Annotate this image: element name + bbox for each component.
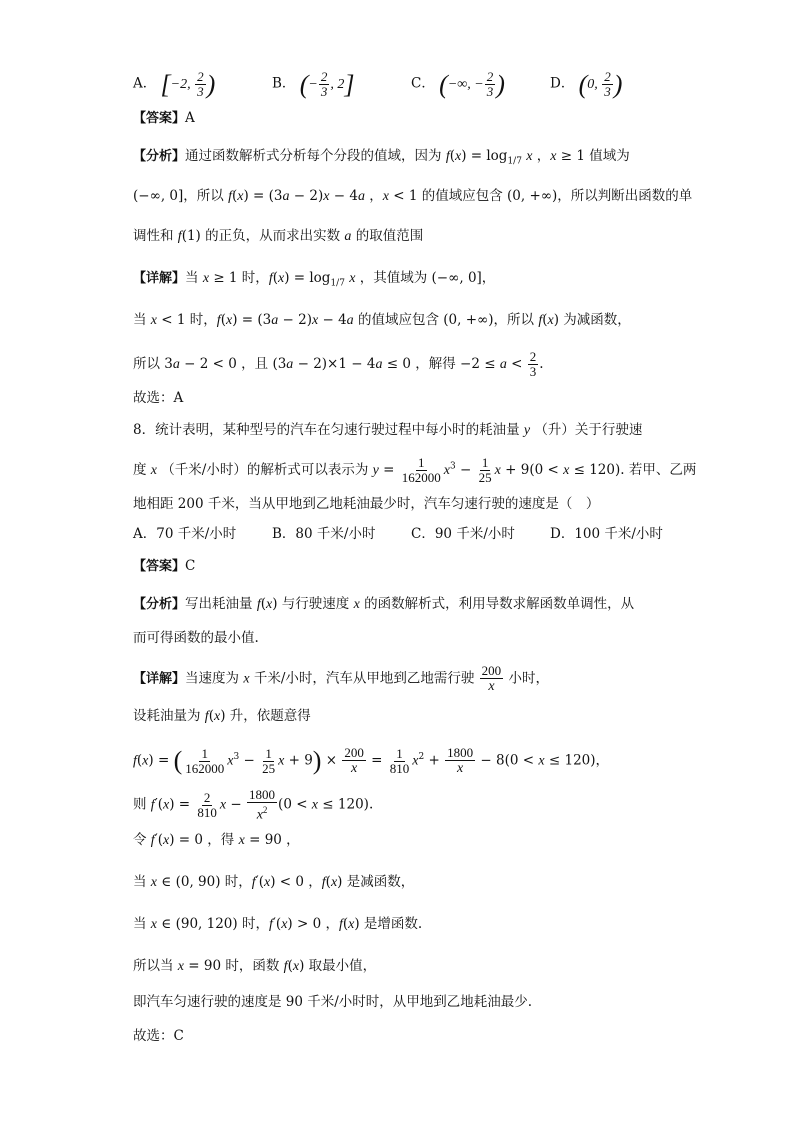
q7-detail-line-1: 【详解】当 x ≥ 1 时，$f(x) = \log_{1/7} x$ ，其值域为 (−∞, 0]， <box>133 270 496 289</box>
option-a-formula: [−2, $\frac{2}{3}$ ) <box>160 69 216 99</box>
q8-choose: 故选：C <box>133 1028 184 1044</box>
q7-option-d: D． (0, $\frac{2}{3}$ ) <box>550 69 623 99</box>
q8-stem-line-2: 度 x （千米/小时）的解析式可以表示为 y = $\frac{1}{162000}$ $x^3$ − $\frac{1}{25}$ x + 9(0 < x ≤ 120). 若甲、乙两 <box>133 455 697 485</box>
q8-answer: 【答案】C <box>133 558 196 574</box>
q8-option-b: B．80 千米/小时 <box>272 526 376 542</box>
q8-detail-line-2: 设耗油量为 f(x) 升，依题意得 <box>133 708 311 724</box>
q8-detail-line-8: 所以当 x = 90 时，函数 f(x) 取最小值， <box>133 958 377 974</box>
q7-option-a: A． [−2, $\frac{2}{3}$ ) <box>133 69 216 99</box>
q8-analysis-line-2: 而可得函数的最小值. <box>133 630 259 646</box>
q7-detail-line-2: 当 x < 1 时，f(x) = (3a − 2)x − 4a 的值域应包含 (0, +∞)，所以 f(x) 为减函数， <box>133 312 631 328</box>
q7-detail-line-3: 所以 3a − 2 < 0 ，且 (3a − 2)×1 − 4a ≤ 0 ，解得 −2 ≤ a < $\frac{2}{3}$ . <box>133 349 544 379</box>
q7-option-b: B． (− $\frac{2}{3}$ , 2] <box>272 69 355 99</box>
q7-option-c: C． (−∞, − $\frac{2}{3}$ ) <box>411 69 505 99</box>
q7-analysis-line-1: 【分析】通过函数解析式分析每个分段的值域，因为 $f(x) = \log_{1/7} x$ ，x ≥ 1 值域为 <box>133 148 630 167</box>
q8-detail-line-4: 则 f′(x) = $\frac{2}{810}$ x − $\frac{1800}{x^2}$ (0 < x ≤ 120). <box>133 787 374 823</box>
q7-analysis-line-3: 调性和 f(1) 的正负，从而求出实数 a 的取值范围 <box>133 228 424 244</box>
q8-detail-line-9: 即汽车匀速行驶的速度是 90 千米/小时时，从甲地到乙地耗油最少. <box>133 994 533 1010</box>
q8-detail-line-5: 令 f′(x) = 0 ，得 x = 90 ， <box>133 832 300 848</box>
q8-analysis-line-1: 【分析】写出耗油量 f(x) 与行驶速度 x 的函数解析式，利用导数求解函数单调性，从 <box>133 596 635 612</box>
q8-detail-line-1: 【详解】当速度为 x 千米/小时，汽车从甲地到乙地需行驶 $\frac{200}{x}$ 小时， <box>133 663 549 694</box>
q8-option-a: A．70 千米/小时 <box>133 526 237 542</box>
q7-choose: 故选：A <box>133 390 184 406</box>
q8-detail-line-7: 当 x ∈ (90, 120) 时，f′(x) > 0 ，f(x) 是增函数. <box>133 916 423 932</box>
q8-detail-line-6: 当 x ∈ (0, 90) 时，f′(x) < 0 ，f(x) 是减函数， <box>133 874 415 890</box>
q7-analysis-line-2: (−∞, 0]，所以 f(x) = (3a − 2)x − 4a ，x < 1 的值域应包含 (0, +∞)，所以判断出函数的单 <box>133 188 693 204</box>
q8-stem-line-3: 地相距 200 千米，当从甲地到乙地耗油最少时，汽车匀速行驶的速度是（ ） <box>133 496 600 512</box>
q8-detail-line-3: f(x) = ( $\frac{1}{162000}$ $x^3$ − $\frac{1}{25}$ x + 9) × $\frac{200}{x}$ = $\frac{1}{810}$ $x^2$ + $\frac{1800}{x}$ − 8(0 < x ≤ 120)， <box>133 745 610 776</box>
q8-option-c: C．90 千米/小时 <box>411 526 515 542</box>
q7-answer: 【答案】A <box>133 110 195 126</box>
q8-option-d: D．100 千米/小时 <box>550 526 663 542</box>
q8-stem-line-1: 8．统计表明，某种型号的汽车在匀速行驶过程中每小时的耗油量 y （升）关于行驶速 <box>133 422 643 438</box>
